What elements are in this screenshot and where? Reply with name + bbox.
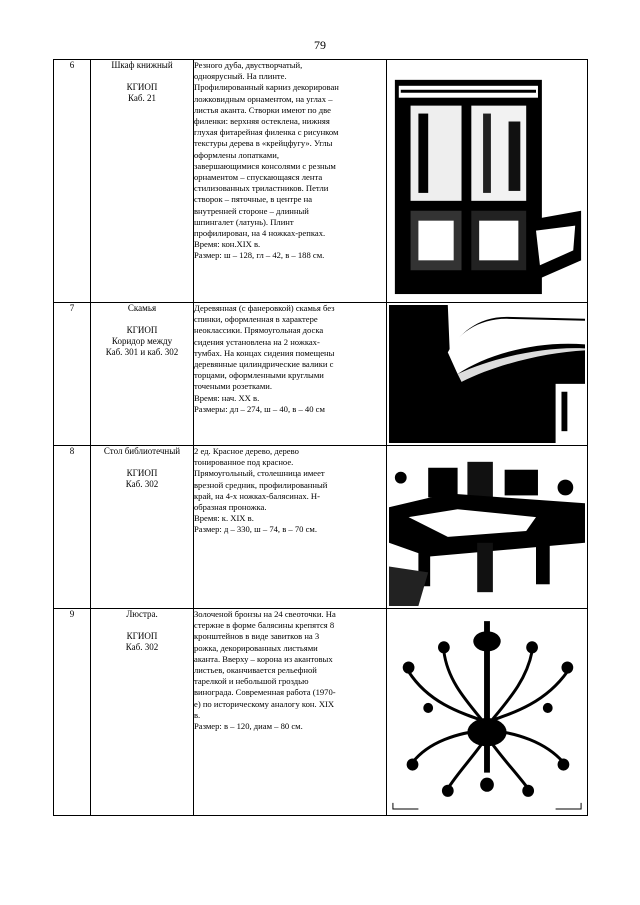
item-owner: КГИОП [126, 631, 158, 641]
description-line: Размер: д – 330, ш – 74, в – 70 см. [194, 524, 318, 535]
description-line: створок – пяточные, в центре на [194, 194, 313, 205]
item-name-cell [91, 303, 194, 446]
item-owner: КГИОП [126, 82, 158, 92]
description-line: Размеры: дл – 274, ш – 40, в – 40 см [194, 403, 325, 414]
description-line: глухая фитарейная филенка с рисунком [194, 127, 339, 138]
item-name-cell [91, 446, 194, 609]
description-line: Время: кон.XIX в. [194, 239, 261, 250]
item-name: Скамья [127, 303, 157, 313]
description-line: рожка, декорированных листьями [194, 642, 318, 653]
item-description [194, 303, 387, 446]
description-line: 2 ед. Красное дерево, дерево [194, 446, 299, 456]
item-name: Люстра. [126, 609, 158, 619]
item-owner: КГИОП [126, 468, 158, 478]
description-line: текстуры дерева в «крейцфугу». Углы [194, 138, 333, 149]
description-line: Резного дуба, двустворчатый, [194, 60, 303, 70]
description-line: Время: нач. XX в. [194, 392, 260, 403]
description-line: Прямоугольный, столешница имеет [194, 468, 325, 479]
description-line: врезной средник, профилированный [194, 479, 328, 490]
item-name-cell [91, 609, 194, 816]
item-description [194, 60, 387, 303]
item-description [194, 446, 387, 609]
item-location: Коридор между Каб. 301 и каб. 302 [105, 336, 179, 357]
description-line: стержне в форме балясины крепятся 8 [194, 620, 335, 631]
description-line: тумбах. На концах сидения помещены [194, 347, 335, 358]
description-line: Золоченой бронзы на 24 свеоточки. На [194, 609, 336, 619]
description-line: Размер: ш – 128, гл – 42, в – 188 см. [194, 250, 325, 261]
description-line: оформлены лопатками, [194, 149, 279, 160]
description-line: в. [194, 709, 201, 720]
description-line: тонированное под красное. [194, 457, 294, 468]
library-table-photo [389, 448, 585, 606]
description-line: спинки, оформленная в характере [194, 314, 318, 325]
description-line: завершающимися консолями с резным [194, 160, 336, 171]
item-owner: КГИОП [126, 325, 158, 335]
description-line: филенки: верхняя остеклена, нижняя [194, 116, 330, 127]
description-line: Профилированный карниз декорирован [194, 82, 339, 93]
description-line: листьев, оканчивается рельефной [194, 665, 317, 676]
description-line: внутренней стороне – длинный [194, 205, 309, 216]
item-location: Каб. 21 [128, 93, 156, 103]
item-number: 9 [54, 609, 91, 816]
item-photo-cell [387, 303, 588, 446]
description-line: листья аканта. Створки имеют по две [194, 104, 331, 115]
description-line: Деревянная (с фанеровкой) скамья без [194, 303, 335, 313]
item-location: Каб. 302 [125, 642, 159, 652]
description-line: торцами, оформленными круглыми [194, 370, 324, 381]
description-line: ложковидным орнаментом, на углах – [194, 93, 333, 104]
description-line: Время: к. XIX в. [194, 513, 254, 524]
item-number: 8 [54, 446, 91, 609]
item-location: Каб. 302 [125, 479, 159, 489]
item-name: Стол библиотечный [103, 446, 181, 456]
page-number: 79 [314, 38, 326, 52]
description-line: неоклассики. Прямоугольная доска [194, 325, 324, 336]
description-line: край, на 4-х ножках-балясинах. Н- [194, 490, 320, 501]
item-number: 7 [54, 303, 91, 446]
description-line: тарелкой и небольшой гроздью [194, 676, 309, 687]
description-line: стилизованных триластников. Петли [194, 183, 329, 194]
description-line: аканта. Вверху – корона из акантовых [194, 653, 333, 664]
description-line: точеными розетками. [194, 381, 273, 392]
item-photo-cell [387, 60, 588, 303]
description-line: деревянные цилиндрические валики с [194, 359, 334, 370]
chandelier-photo [389, 611, 585, 813]
description-line: шпингалет (латунь). Плинт [194, 216, 294, 227]
item-name: Шкаф книжный [111, 60, 173, 70]
description-line: орнаментом – спускающаяся лента [194, 172, 323, 183]
description-line: Размер: в – 120, диам – 80 см. [194, 721, 303, 732]
table-row [54, 446, 588, 609]
description-line: винограда. Современная работа (1970- [194, 687, 336, 698]
bookcase-photo [389, 62, 585, 300]
description-line: одноярусный. На плинте. [194, 71, 287, 82]
item-photo-cell [387, 609, 588, 816]
bench-photo [389, 305, 585, 443]
table-row [54, 609, 588, 816]
table-row [54, 303, 588, 446]
item-name-cell [91, 60, 194, 303]
description-line: образная проножка. [194, 502, 267, 513]
item-number: 6 [54, 60, 91, 303]
description-line: сидения установлена на 2 ножках- [194, 336, 320, 347]
catalog-table [53, 59, 588, 816]
item-description [194, 609, 387, 816]
description-line: профилирован, на 4 ножках-репках. [194, 228, 326, 239]
description-line: кронштейнов в виде завитков на 3 [194, 631, 320, 642]
item-photo-cell [387, 446, 588, 609]
description-line: е) по историческому аналогу кон. XIX [194, 698, 335, 709]
table-row [54, 60, 588, 303]
